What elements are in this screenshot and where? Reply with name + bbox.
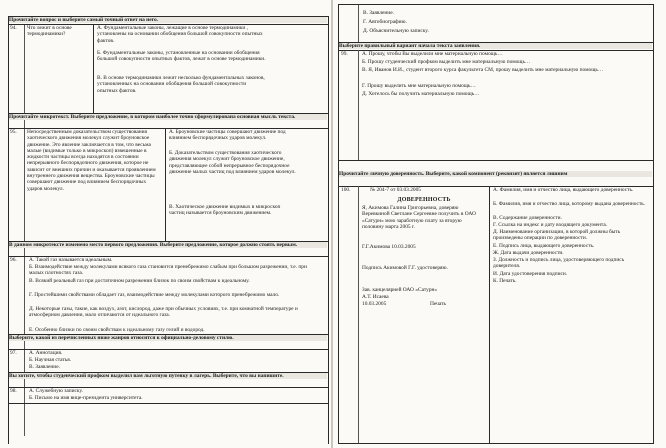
right-page — [333, 0, 666, 448]
q95-text: Непосредственным доказательством существования хаотического движения молекул служит броуновское движение. Это явление заключается в том, что весьма малые (видимые только в микроскоп) взвешенные в жидкости частицы всегда находятся в состоянии непрерывного беспорядочного движения, которое не зависит от внешних причин и оказывается проявлением внутреннего движения вещества. Броуновские частицы совершают движение под влиянием беспорядочных ударов молекул. — [27, 129, 156, 192]
proxy-stamp: Печать — [430, 301, 446, 307]
table-border-left — [8, 16, 9, 444]
left-page — [0, 0, 331, 448]
table-border-right — [328, 16, 329, 444]
num-column-divider — [358, 50, 359, 160]
q95-option-a: А. Броуновские частицы совершают движение под влиянием беспорядочных ударов молекул. — [169, 129, 286, 142]
proxy-signature: Г.Г.Акимова 10.03.2005 — [362, 244, 416, 250]
q96-option-e: Д. Некоторые газы, такие, как воздух, азот, кислород, даже при обычных условиях, т.е. при комнатной температуре и атмосферном давлении, мало отличаются от идеального газа. — [29, 306, 298, 319]
q99-option-c: В. Я, Иванов И.И., студент второго курса факультета СМ, прошу выделить мне материальную помощь… — [362, 67, 604, 73]
proxy-certifier-name: А.Т. Исаева — [362, 294, 389, 300]
table-border-left — [338, 4, 339, 444]
table-border-right — [653, 4, 654, 444]
rule — [338, 160, 654, 161]
q94-question: Что лежит в основе термодинамики? — [27, 25, 72, 38]
num-column-divider — [358, 186, 359, 444]
q98-number: 98. — [10, 388, 17, 394]
rule — [8, 403, 329, 404]
q96-option-c: В. Всякий реальный газ при достаточном разрежении близок по своим свойствам к идеальному. — [29, 278, 250, 284]
proxy-certify-date: 10.03.2005 — [362, 301, 387, 307]
instruction-1: Прочитайте вопрос и выберите самый точный ответ на него. — [9, 17, 327, 23]
q96-option-d: Г. Простейшими свойствами обладает газ, взаимодействие между молекулами которого пренебрежимо мало. — [29, 292, 280, 298]
q96-option-b: Б. Взаимодействие между молекулами всякого газа становится пренебрежимо слабым при большом разрежении, т.е. при малых плотностях газа. — [29, 264, 307, 277]
q94-option-b: Б. Фундаментальные законы, установленные на основании обобщения большой совокупности опытных фактов, лежат в основе термодинамики. — [97, 50, 266, 63]
q97-option-b: Б. Научная статья. — [29, 357, 72, 363]
doc-column-divider — [489, 186, 490, 444]
proxy-certify-line: Подпись Акимовой Г.Г. удостоверяю. — [362, 265, 448, 271]
q95-number: 95. — [10, 129, 17, 135]
q95-option-c: В. Хаотическое движение видимых в микроскоп частиц называется броуновским движением. — [169, 204, 281, 217]
q100-option-a: А. Фамилия, имя и отчество лица, выдающего доверенность. — [493, 187, 634, 193]
q100-option-h: З. Должность и подпись лица, удостоверяющего подпись доверителя. — [493, 257, 625, 270]
q100-option-k: К. Печать. — [493, 278, 517, 284]
q100-option-g: Ж. Дата выдачи доверенности. — [493, 250, 564, 256]
num-column-divider — [358, 4, 359, 42]
q98-option-a: А. Служебную записку. — [29, 388, 83, 394]
rule — [165, 128, 166, 241]
rule — [338, 4, 654, 5]
q100-option-f: Е. Подпись лица, выдающего доверенность. — [493, 243, 595, 249]
q99-number: 99. — [341, 51, 348, 57]
rule — [338, 443, 654, 444]
q100-option-i: И. Дата удостоверения подписи. — [493, 271, 568, 277]
instruction-4: Выберите, какой из перечисленных ниже жанров относится к официально-деловому стилю. — [9, 335, 327, 341]
q94-number: 94. — [10, 25, 17, 31]
proxy-doc-body: Я, Акимова Галина Григорьевна, доверяю Веревкиной Светлане Сергеевне получить в ОАО «Сатурн» мою заработную плату за вторую половину марта 2005 г. — [362, 205, 476, 230]
q98-option-b: Б. Письмо на имя вице-президента университета. — [29, 395, 143, 401]
proxy-doc-number: № 204-7 от 03.03.2005 — [370, 187, 422, 193]
instruction-6: Выберите правильный вариант начала текста заявления. — [339, 43, 652, 49]
instruction-2: Прочитайте микротекст. Выберите предложение, в котором наиболее точно сформулирована основная мысль текста. — [9, 114, 327, 120]
q97-option-a: А. Аннотация. — [29, 350, 63, 356]
q96-number: 96. — [10, 257, 17, 263]
q94-option-c: В. В основе термодинамики лежит несколько фундаментальных законов, установленных на основании обобщения большой совокупности опытных фактов. — [97, 75, 265, 94]
rule — [93, 24, 94, 113]
q100-option-b: Б. Фамилия, имя и отчество лица, которому выдана доверенность. — [493, 201, 646, 207]
proxy-doc-title: ДОВЕРЕННОСТЬ — [397, 197, 451, 203]
q96-option-f: Е. Особенно близки по своим свойствам к идеальному газу гелий и водород. — [29, 327, 205, 333]
q100-option-c: В. Содержание доверенности. — [493, 215, 562, 221]
q100-option-e: Д. Наименование организации, в которой должны быть произведены операции по доверенности. — [493, 229, 621, 242]
q94-option-a: А. Фундаментальные законы, лежащие в основе термодинамики , установлены на основании обобщения большой совокупности опытных фактов. — [97, 25, 263, 44]
q95-option-b: Б. Доказательством существования хаотического движения молекул служит броуновское движение, представляющее собой непрерывное беспорядочное движение малых частиц под влиянием ударов молекул. — [169, 150, 296, 175]
q98-option-e: Д. Объяснительную записку. — [363, 28, 429, 34]
q98-option-c: В. Заявление. — [363, 10, 394, 16]
instruction-7: Прочитайте личную доверенность. Выберите, какой компонент (реквизит) является лишним — [339, 171, 652, 177]
proxy-certifier: Зав. канцелярией ОАО «Сатурн» — [362, 287, 438, 293]
instruction-5: Вы хотите, чтобы студенческий профком выделил вам льготную путевку в лагерь. Выберите, что вы напишите. — [9, 373, 327, 379]
q97-number: 97. — [10, 350, 17, 356]
q100-number: 100. — [341, 187, 351, 193]
q99-option-e: Д. Хотелось бы получить материальную помощь… — [362, 91, 480, 97]
instruction-3: В данном микротексте изменено место первого предложения. Выберите предложение, которое должно стоять первым. — [9, 242, 327, 248]
q100-option-d: Г. Ссылка на индекс и дату входящего документа. — [493, 222, 608, 228]
q98-option-d: Г. Автобиографию. — [363, 19, 407, 25]
q99-option-d: Г. Прошу выделить мне материальную помощь… — [362, 83, 476, 89]
q96-option-a: А. Такой газ называется идеальным. — [29, 257, 113, 263]
q97-option-c: В. Заявление. — [29, 364, 60, 370]
q99-option-a: А. Прошу, чтобы Вы выделили мне материальную помощь… — [362, 51, 503, 57]
q99-option-b: Б. Прошу студенческий профком выделить мне материальную помощь… — [362, 59, 531, 65]
